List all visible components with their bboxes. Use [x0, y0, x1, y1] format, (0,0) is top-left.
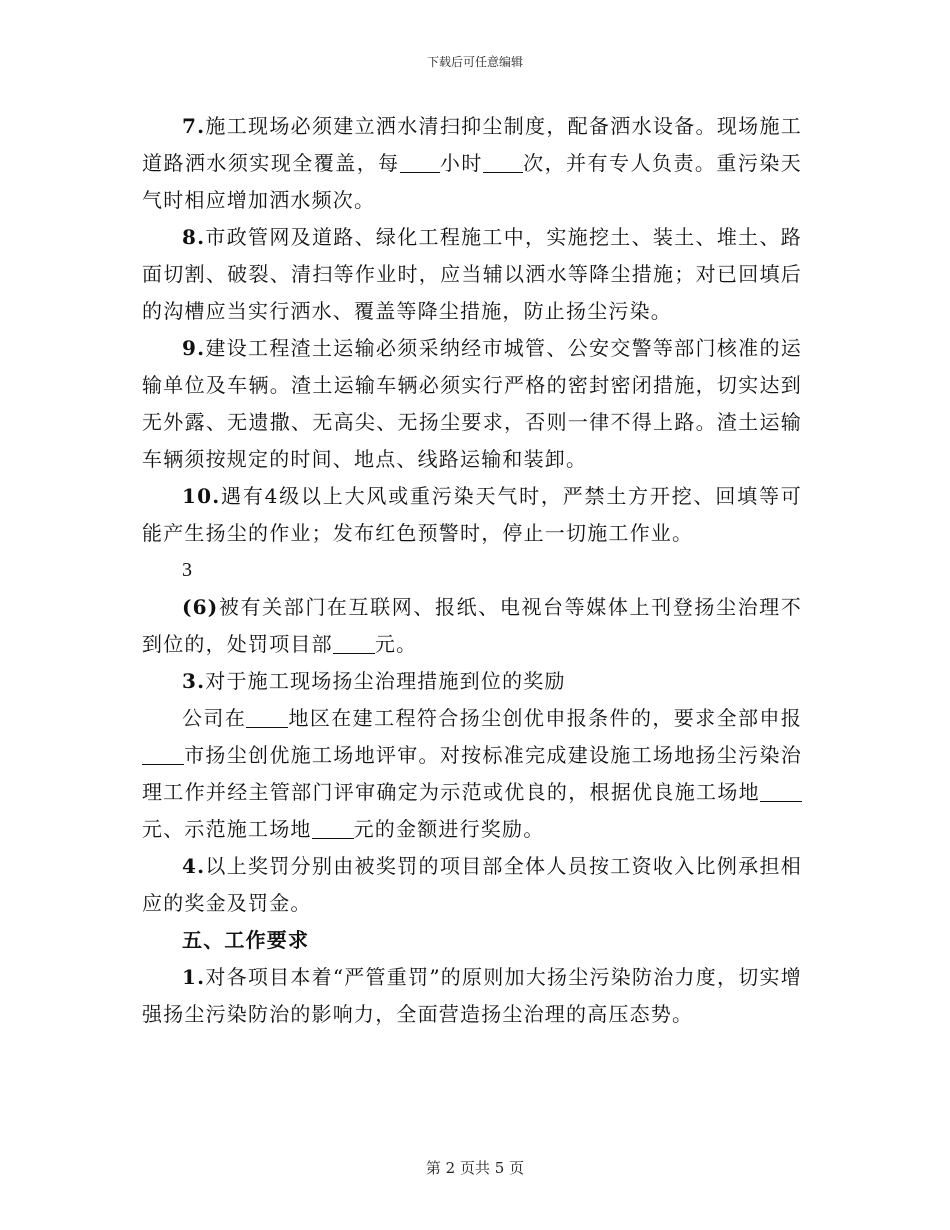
section-3-body [142, 700, 802, 848]
paragraph-text: 市扬尘创优施工场地评审。对按标准完成建设施工场地扬尘污染治理工作并经主管部门评审确定为示范或优良的，根据优良施工场地 [142, 743, 802, 804]
paragraph-9 [142, 330, 802, 478]
item-number: 1. [182, 965, 206, 989]
item-number: 8. [182, 225, 206, 249]
paragraph-text: 元、示范施工场地 [142, 817, 312, 841]
requirement-1 [142, 959, 802, 1033]
paragraph-text: 元。 [374, 632, 418, 656]
paragraph-8 [142, 219, 802, 330]
paragraph-text: 市政管网及道路、绿化工程施工中，实施挖土、装土、堆土、路面切割、破裂、清扫等作业时，应当辅以洒水等降尘措施；对已回填后的沟槽应当实行洒水、覆盖等降尘措施，防止扬尘污染。 [142, 225, 802, 323]
page-header: 下载后可任意编辑 [426, 55, 523, 69]
fill-blank [312, 818, 354, 839]
paragraph-text: 对于施工现场扬尘治理措施到位的奖励 [205, 669, 566, 693]
section-3-title [142, 663, 802, 700]
fill-blank [760, 781, 802, 802]
paragraph-7 [142, 108, 802, 219]
paragraph-text: 次，并有专人负责。重污染天气时相应增加洒水频次。 [142, 151, 802, 212]
paragraph-6 [142, 589, 802, 663]
fill-blank [246, 707, 288, 728]
item-number: 7. [182, 114, 206, 138]
fill-blank [333, 633, 375, 654]
paragraph-text: 施工现场必须建立洒水清扫抑尘制度，配备洒水设备。现场施工道路洒水须实现全覆盖，每 [142, 114, 802, 175]
item-number: 9. [182, 336, 206, 360]
paragraph-text: 以上奖罚分别由被奖罚的项目部全体人员按工资收入比例承担相应的奖金及罚金。 [142, 854, 802, 915]
paragraph-text: 对各项目本着“严管重罚”的原则加大扬尘污染防治力度，切实增强扬尘污染防治的影响力，全面营造扬尘治理的高压态势。 [142, 965, 802, 1026]
paragraph-10 [142, 478, 802, 552]
fill-blank [483, 152, 523, 173]
section-4 [142, 848, 802, 922]
fill-blank [142, 744, 184, 765]
item-number: 4. [182, 854, 206, 878]
page-marker: 3 [182, 559, 192, 581]
paragraph-text: 地区在建工程符合扬尘创优申报条件的，要求全部申报 [288, 706, 802, 730]
paragraph-text: 元的金额进行奖励。 [353, 817, 545, 841]
paragraph-text: 建设工程渣土运输必须采纳经市城管、公安交警等部门核准的运输单位及车辆。渣土运输车辆必须实行严格的密封密闭措施，切实达到无外露、无遗撒、无高尖、无扬尘要求，否则一律不得上路。渣土运输车辆须按规定的时间、地点、线路运输和装卸。 [142, 336, 802, 471]
document-body [142, 108, 802, 1033]
paragraph-text: 被有关部门在互联网、报纸、电视台等媒体上刊登扬尘治理不到位的，处罚项目部 [142, 595, 802, 656]
paragraph-text: 小时 [439, 151, 483, 175]
paragraph-text: 公司在 [182, 706, 247, 730]
fill-blank [400, 152, 440, 173]
paragraph-text: 遇有4级以上大风或重污染天气时，严禁土方开挖、回填等可能产生扬尘的作业；发布红色预警时，停止一切施工作业。 [142, 484, 802, 545]
item-number: (6) [182, 595, 219, 619]
page-footer: 第 2 页共 5 页 [425, 1159, 525, 1177]
section-heading-5: 五、工作要求 [182, 928, 310, 952]
item-number: 10. [182, 484, 221, 508]
item-number: 3. [182, 669, 206, 693]
